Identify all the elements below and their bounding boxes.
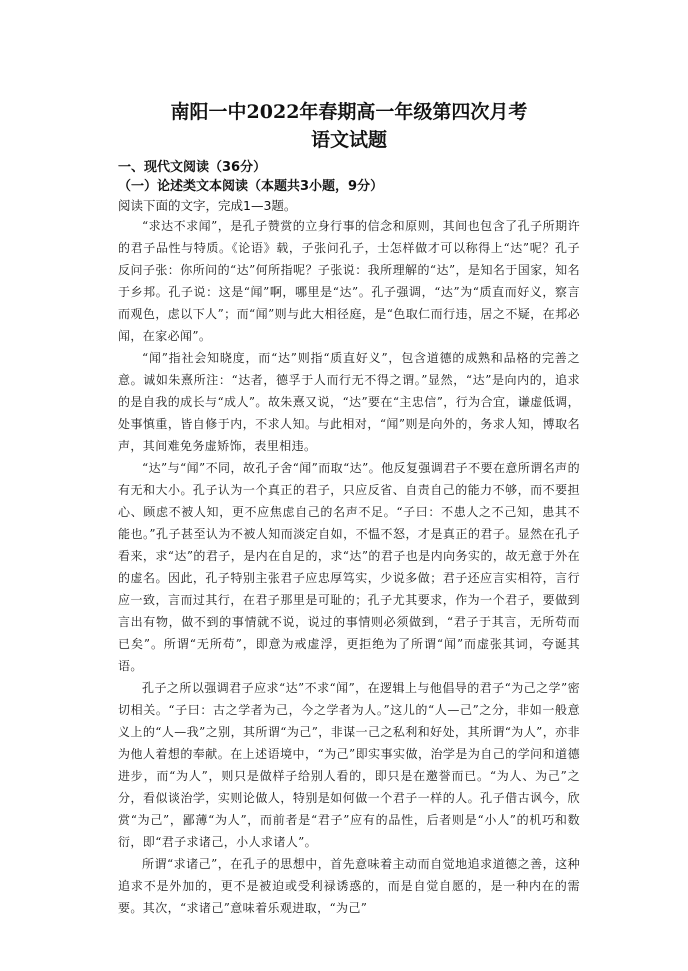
passage-paragraph: “闻”指社会知晓度，而“达”则指“质直好义”，包含道德的成熟和品格的完善之意。诚如朱熹所注：“达者，德孚于人而行无不得之谓。”显然，“达”是向内的，追求的是自我的成长与“成人”。故朱熹又说，“达”要在“主忠信”，行为合宜，谦虚低调，处事慎重，皆自修于内，不求人知。与此相对，“闻”则是向外的，务求人知，博取名声，其间难免务虚矫饰，表里相违。 xyxy=(118,351,580,453)
subsection-heading: （一）论述类文本阅读（本题共3小题，9分） xyxy=(118,179,384,194)
exam-title: 南阳一中2022年春期高一年级第四次月考 xyxy=(170,101,528,123)
passage-paragraph: “达”与“闻”不同，故孔子舍“闻”而取“达”。他反复强调君子不要在意所谓名声的有无和大小。孔子认为一个真正的君子，只应反省、自责自己的能力不够，而不要担心、顾虑不被人知，更不应焦虑自己的名声不足。“子曰：不患人之不己知，患其不能也。”孔子甚至认为不被人知而淡定自如，不愠不怒，才是真正的君子。显然在孔子看来，求“达”的君子，是内在自足的，求“达”的君子也是内向务实的，故无意于外在的虚名。因此，孔子特别主张君子应忠厚笃实，少说多做；君子还应言实相符，言行应一致，言而过其行，在君子那里是可耻的；孔子尤其要求，作为一个君子，要做到言出有物，做不到的事情就不说，说过的事情则必须做到，“君子于其言，无所苟而已矣”。所谓“无所苟”，即意为戒虚浮，更拒绝为了所谓“闻”而虚张其词，夸诞其语。 xyxy=(118,461,580,673)
exam-subject-title: 语文试题 xyxy=(310,129,387,151)
reading-instruction: 阅读下面的文字，完成1—3题。 xyxy=(118,198,297,213)
passage-paragraph: 所谓“求诸己”，在孔子的思想中，首先意味着主动而自觉地追求道德之善，这种追求不是外加的，更不是被迫或受利禄诱惑的，而是自觉自愿的，是一种内在的需要。其次，“求诸己”意味着乐观进取，“为己” xyxy=(118,857,580,915)
passage-paragraph: “求达不求闻”，是孔子赞赏的立身行事的信念和原则，其间也包含了孔子所期许的君子品性与特质。《论语》载，子张问孔子，士怎样做才可以称得上“达”呢？孔子反问子张：你所问的“达”何所指呢？子张说：我所理解的“达”，是知名于国家，知名于乡邦。孔子说：这是“闻”啊，哪里是“达”。孔子强调，“达”为“质直而好义，察言而观色，虑以下人”；而“闻”则与此大相径庭，是“色取仁而行违，居之不疑，在邦必闻，在家必闻”。 xyxy=(118,219,580,343)
passage-paragraph: 孔子之所以强调君子应求“达”不求“闻”，在逻辑上与他倡导的君子“为己之学”密切相关。“子曰：古之学者为己，今之学者为人。”这儿的“人—己”之分，非如一般意义上的“人—我”之别，其所谓“为己”，非谋一己之私利和好处，其所谓“为人”，亦非为他人着想的奉献。在上述语境中，“为己”即实事实做，治学是为自己的学问和道德进步，而“为人”，则只是做样子给别人看的，即只是在邀誉而已。“为人、为己”之分，看似谈治学，实则论做人，特别是如何做一个君子一样的人。孔子借古讽今，欣赏“为己”，鄙薄“为人”，而前者是“君子”应有的品性，后者则是“小人”的机巧和数衍，即“君子求诸己，小人求诸人”。 xyxy=(118,681,580,849)
section-heading: 一、现代文阅读（36分） xyxy=(118,160,267,175)
reading-passage xyxy=(118,215,580,919)
